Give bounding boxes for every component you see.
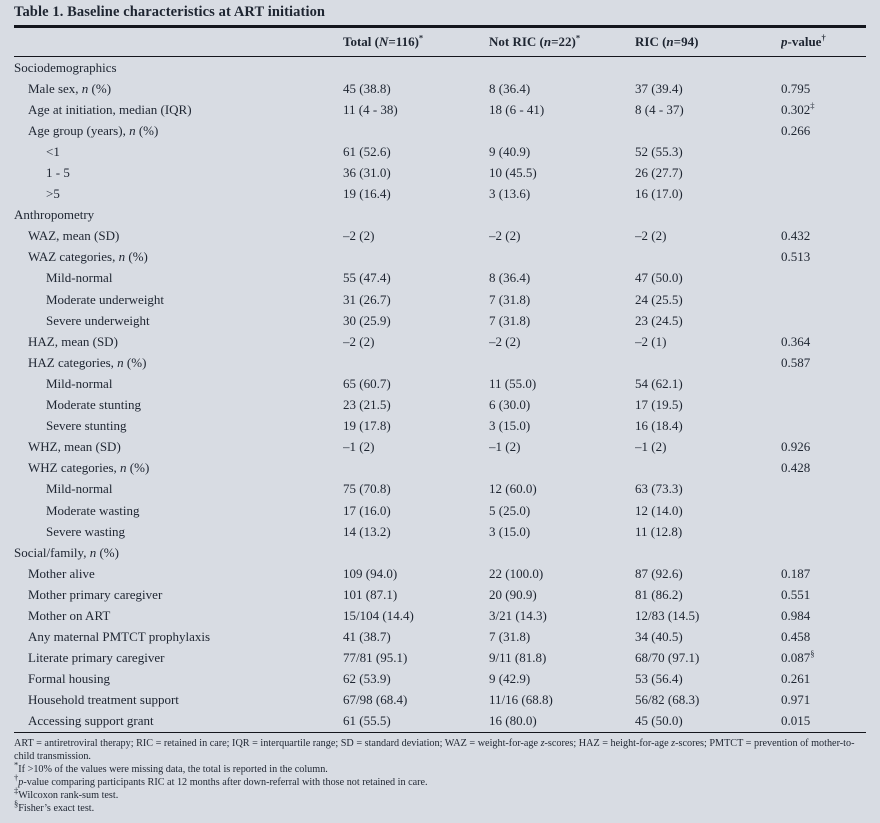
cell-value: 17 (19.5) (635, 397, 683, 413)
cell-value: 101 (87.1) (343, 586, 398, 602)
cell-value: 109 (94.0) (343, 565, 398, 581)
cell-value: 0.432 (781, 228, 811, 244)
table-row (14, 627, 866, 648)
cell-value: –1 (2) (635, 439, 667, 455)
footnote: *If >10% of the values were missing data, the total is reported in the column. (14, 759, 328, 775)
cell-value: 18 (6 - 41) (489, 101, 545, 117)
cell-value: –2 (2) (343, 228, 375, 244)
cell-value: 26 (27.7) (635, 165, 683, 181)
row-label: WHZ categories, n (%) (28, 460, 150, 476)
table-row (14, 268, 866, 289)
table-body (14, 57, 866, 732)
row-label: Mother alive (28, 565, 95, 581)
column-header: p-value† (781, 34, 826, 49)
cell-value: 9 (42.9) (489, 671, 531, 687)
cell-value: 37 (39.4) (635, 80, 683, 96)
cell-value: 11 (55.0) (489, 375, 537, 391)
cell-value: 0.971 (781, 692, 811, 708)
cell-value: 0.187 (781, 565, 811, 581)
cell-value: 17 (16.0) (343, 502, 391, 518)
row-label: Severe underweight (46, 312, 150, 328)
cell-value: 3 (13.6) (489, 186, 531, 202)
table-row (14, 669, 866, 690)
cell-value: 62 (53.9) (343, 671, 391, 687)
cell-value: 11/16 (68.8) (489, 692, 553, 708)
cell-value: 0.926 (781, 439, 811, 455)
cell-value: 12 (60.0) (489, 481, 537, 497)
cell-value: 34 (40.5) (635, 629, 683, 645)
footnote: ART = antiretroviral therapy; RIC = retained in care; IQR = interquartile range; SD = standard deviation; WAZ = weight-for-age z-scores; HAZ = height-for-age z-scores; PMTCT = prevention of mother-to-child transmission. (14, 738, 855, 762)
table-row (14, 331, 866, 352)
row-label: Moderate stunting (46, 397, 141, 413)
cell-value: 41 (38.7) (343, 629, 391, 645)
row-label: Anthropometry (14, 207, 95, 223)
table-row (14, 289, 866, 310)
cell-value: –2 (1) (635, 333, 667, 349)
row-label: Mild-normal (46, 270, 113, 286)
cell-value: 0.458 (781, 629, 811, 645)
row-label: Severe stunting (46, 418, 127, 434)
cell-value: 11 (4 - 38) (343, 101, 398, 117)
table-row (14, 247, 866, 268)
row-label: Mild-normal (46, 375, 113, 391)
cell-value: 24 (25.5) (635, 291, 683, 307)
cell-value: 12 (14.0) (635, 502, 683, 518)
cell-value: 9/11 (81.8) (489, 650, 547, 666)
cell-value: 23 (24.5) (635, 312, 683, 328)
row-label: Age group (years), n (%) (28, 122, 159, 138)
row-label: Age at initiation, median (IQR) (28, 101, 192, 117)
cell-value: 30 (25.9) (343, 312, 391, 328)
cell-value: 12/83 (14.5) (635, 607, 700, 623)
row-label: >5 (46, 186, 60, 202)
cell-value: 16 (18.4) (635, 418, 683, 434)
row-label: HAZ, mean (SD) (28, 333, 118, 349)
table-row (14, 584, 866, 605)
cell-value: 7 (31.8) (489, 629, 531, 645)
cell-value: 56/82 (68.3) (635, 692, 700, 708)
cell-value: 0.984 (781, 607, 811, 623)
cell-value: 7 (31.8) (489, 291, 531, 307)
row-label: Household treatment support (28, 692, 179, 708)
table-row (14, 690, 866, 711)
cell-value: 65 (60.7) (343, 375, 391, 391)
table-row (14, 395, 866, 416)
cell-value: 53 (56.4) (635, 671, 683, 687)
cell-value: 5 (25.0) (489, 502, 531, 518)
cell-value: 9 (40.9) (489, 143, 531, 159)
row-label: Mother on ART (28, 607, 111, 623)
table-row (14, 99, 866, 120)
table-row (14, 120, 866, 141)
table-row (14, 563, 866, 584)
cell-value: 0.015 (781, 713, 811, 729)
cell-value: 16 (17.0) (635, 186, 683, 202)
table-header-row (14, 28, 866, 56)
cell-value: 10 (45.5) (489, 165, 537, 181)
row-label: Formal housing (28, 671, 110, 687)
row-label: Literate primary caregiver (28, 650, 165, 666)
table-row (14, 373, 866, 394)
row-label: 1 - 5 (46, 165, 70, 181)
table-row (14, 521, 866, 542)
cell-value: 36 (31.0) (343, 165, 391, 181)
table-title: Table 1. Baseline characteristics at ART initiation (14, 4, 326, 20)
table-row (14, 352, 866, 373)
cell-value: 47 (50.0) (635, 270, 683, 286)
table-row (14, 162, 866, 183)
row-label: Moderate wasting (46, 502, 140, 518)
table-row (14, 184, 866, 205)
row-label: Sociodemographics (14, 59, 117, 75)
table-row (14, 78, 866, 99)
cell-value: 8 (36.4) (489, 270, 531, 286)
cell-value: 52 (55.3) (635, 143, 683, 159)
table-row (14, 437, 866, 458)
column-header: RIC (n=94) (635, 34, 699, 49)
column-header: Total (N=116)* (343, 34, 424, 49)
row-label: WAZ categories, n (%) (28, 249, 148, 265)
row-label: HAZ categories, n (%) (28, 354, 147, 370)
cell-value: 3 (15.0) (489, 523, 531, 539)
row-label: WHZ, mean (SD) (28, 439, 121, 455)
table-row (14, 605, 866, 626)
row-label: <1 (46, 143, 60, 159)
cell-value: 23 (21.5) (343, 397, 391, 413)
cell-value: 61 (55.5) (343, 713, 391, 729)
row-label: Mother primary caregiver (28, 586, 163, 602)
table-row (14, 711, 866, 732)
cell-value: 81 (86.2) (635, 586, 683, 602)
row-label: Social/family, n (%) (14, 544, 119, 560)
cell-value: 0.587 (781, 354, 811, 370)
cell-value: 3/21 (14.3) (489, 607, 547, 623)
cell-value: 6 (30.0) (489, 397, 531, 413)
cell-value: 0.795 (781, 80, 811, 96)
row-label: Moderate underweight (46, 291, 165, 307)
cell-value: 0.513 (781, 249, 811, 265)
table-row (14, 310, 866, 331)
table-row (14, 648, 866, 669)
cell-value: 0.261 (781, 671, 811, 687)
footnote: §Fisher’s exact test. (14, 798, 95, 814)
cell-value: 8 (4 - 37) (635, 101, 684, 117)
cell-value: 45 (50.0) (635, 713, 683, 729)
cell-value: 0.551 (781, 586, 811, 602)
cell-value: 75 (70.8) (343, 481, 391, 497)
cell-value: –2 (2) (635, 228, 667, 244)
cell-value: 15/104 (14.4) (343, 607, 414, 623)
table-row (14, 479, 866, 500)
cell-value: 7 (31.8) (489, 312, 531, 328)
cell-value: 45 (38.8) (343, 80, 391, 96)
row-label: Any maternal PMTCT prophylaxis (28, 629, 211, 645)
table-row (14, 226, 866, 247)
cell-value: 67/98 (68.4) (343, 692, 408, 708)
table-footnotes (14, 733, 866, 815)
column-header: Not RIC (n=22)* (489, 34, 581, 49)
cell-value: 19 (17.8) (343, 418, 391, 434)
table-row (14, 542, 866, 563)
cell-value: 77/81 (95.1) (343, 650, 408, 666)
cell-value: 16 (80.0) (489, 713, 537, 729)
cell-value: 87 (92.6) (635, 565, 683, 581)
footnote: †p-value comparing participants RIC at 12 months after down-referral with those not retained in care. (14, 772, 428, 788)
cell-value: 0.266 (781, 122, 811, 138)
row-label: Accessing support grant (28, 713, 154, 729)
cell-value: 68/70 (97.1) (635, 650, 700, 666)
table-row (14, 57, 866, 78)
cell-value: 8 (36.4) (489, 80, 531, 96)
cell-value: –1 (2) (343, 439, 375, 455)
table-row (14, 416, 866, 437)
row-label: Mild-normal (46, 481, 113, 497)
cell-value: 11 (12.8) (635, 523, 683, 539)
table-row (14, 205, 866, 226)
table-row (14, 141, 866, 162)
row-label: Male sex, n (%) (28, 80, 112, 96)
cell-value: 0.302‡ (781, 101, 815, 117)
cell-value: 54 (62.1) (635, 375, 683, 391)
cell-value: 63 (73.3) (635, 481, 683, 497)
cell-value: 0.364 (781, 333, 811, 349)
cell-value: 22 (100.0) (489, 565, 544, 581)
row-label: WAZ, mean (SD) (28, 228, 120, 244)
cell-value: 3 (15.0) (489, 418, 531, 434)
footnote: ‡Wilcoxon rank-sum test. (14, 785, 119, 801)
cell-value: 20 (90.9) (489, 586, 537, 602)
cell-value: –2 (2) (489, 228, 521, 244)
cell-value: 14 (13.2) (343, 523, 391, 539)
cell-value: 0.428 (781, 460, 811, 476)
cell-value: 31 (26.7) (343, 291, 391, 307)
cell-value: 61 (52.6) (343, 143, 391, 159)
cell-value: –2 (2) (343, 333, 375, 349)
table-row (14, 458, 866, 479)
table-row (14, 500, 866, 521)
cell-value: –2 (2) (489, 333, 521, 349)
cell-value: 19 (16.4) (343, 186, 391, 202)
cell-value: 55 (47.4) (343, 270, 391, 286)
cell-value: 0.087§ (781, 650, 815, 666)
row-label: Severe wasting (46, 523, 126, 539)
cell-value: –1 (2) (489, 439, 521, 455)
